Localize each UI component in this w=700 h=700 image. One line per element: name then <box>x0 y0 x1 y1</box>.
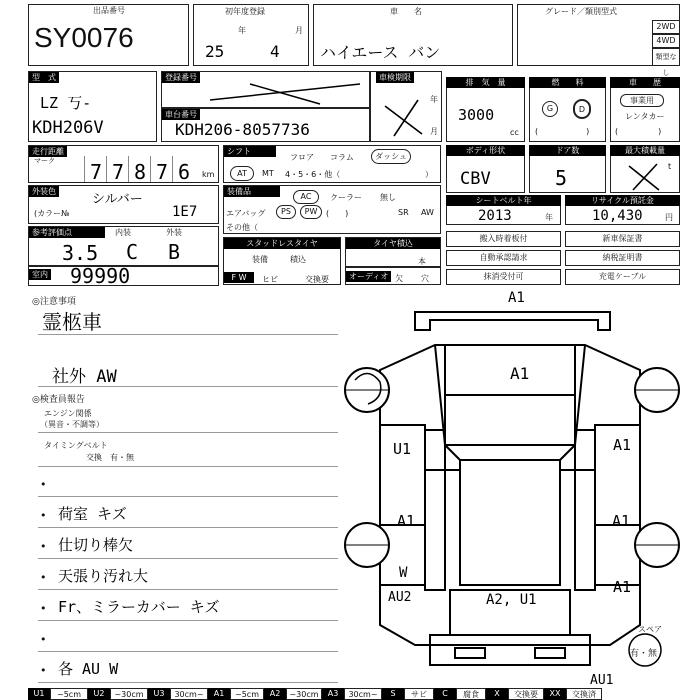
timing-label: タイミングベルト <box>44 441 108 450</box>
studless-load: 積込 <box>290 255 306 264</box>
swap-label: 交換要 <box>305 275 329 284</box>
recycle-label: リサイクル預託金 <box>565 195 680 206</box>
mark-left-au2: AU2 <box>388 590 412 605</box>
note-bullet: • <box>40 602 47 615</box>
timing-line <box>38 466 338 467</box>
body-value: CBV <box>460 169 491 189</box>
spare-value: 有・無 <box>630 649 658 659</box>
equip-none: 無し <box>380 193 396 202</box>
doors-value: 5 <box>555 166 568 190</box>
doc-3: 抹消受付可 <box>446 269 561 285</box>
audio-none: 欠 <box>395 274 403 283</box>
timing-value: 交換 有・無 <box>86 453 134 462</box>
mileage-cell-border <box>84 156 85 182</box>
mark-left-low: W <box>399 565 408 581</box>
mark-right-mid: A1 <box>612 512 631 530</box>
shift-at: AT <box>230 166 254 181</box>
shift-dash: ダッシュ <box>371 149 411 164</box>
color-code-value: 1E7 <box>172 204 198 220</box>
category-business: 事業用 <box>620 94 664 107</box>
note-bullet: • <box>40 509 47 522</box>
seatbelt-value: 2013 <box>478 208 512 224</box>
inspection-month-unit: 月 <box>430 127 438 136</box>
score-label: 参考評価点 <box>29 227 105 238</box>
legend-value: 交換要 <box>508 688 544 700</box>
color-label: 外装色 <box>29 186 59 197</box>
mileage-digit: 7 <box>156 160 169 184</box>
exterior-label: 外装 <box>166 228 182 237</box>
model-label: 型 式 <box>29 72 59 83</box>
legend-value: ~30cm <box>110 688 148 700</box>
equip-aw: AW <box>421 208 434 217</box>
doc-5: 納税証明書 <box>565 250 680 266</box>
studless-label: スタッドレスタイヤ <box>224 238 340 249</box>
legend-value: ~30cm <box>286 688 322 700</box>
note-rule <box>38 682 338 683</box>
note-rule <box>38 589 338 590</box>
equip-ps: PS <box>276 205 296 219</box>
load-strike <box>625 162 665 192</box>
note-rule <box>38 651 338 652</box>
reg-year-unit: 年 <box>238 26 246 35</box>
chassis-label: 車台番号 <box>162 109 200 120</box>
studless-swap: 装備 <box>252 255 268 264</box>
equip-airbag: エアバッグ <box>226 209 266 218</box>
note-text: 荷室 キズ <box>58 505 127 523</box>
model-value-2: KDH206V <box>32 118 104 138</box>
legend-key: A1 <box>208 688 230 700</box>
drive-2wd: 2WD <box>652 20 680 34</box>
equip-pw: PW <box>300 205 322 219</box>
reg-month-unit: 月 <box>295 26 303 35</box>
displacement-unit: cc <box>510 128 519 137</box>
legend-key: U1 <box>28 688 50 700</box>
tire-label: タイヤ積込 <box>346 238 440 249</box>
mark-right-upper: A1 <box>613 436 632 454</box>
grade-label: グレード／類別型式 <box>545 7 617 16</box>
note-text: Fr、ミラーカバー キズ <box>58 598 220 616</box>
fuel-g: G <box>542 101 558 117</box>
mark-top: A1 <box>508 290 525 306</box>
regno-strike <box>200 78 370 108</box>
mileage-digit: 7 <box>112 160 125 184</box>
regno-label: 登録番号 <box>162 72 200 83</box>
note-text: 仕切り棒欠 <box>58 536 134 554</box>
tire-count-unit: 本 <box>418 257 426 266</box>
body-label: ボディ形状 <box>446 145 525 156</box>
shift-label: シフト <box>224 146 276 157</box>
note-text: 天張り汚れ大 <box>58 567 149 585</box>
fw-label: F W <box>224 272 254 283</box>
doc-1: 搬入時着板付 <box>446 231 561 247</box>
mileage-label: 走行距離 <box>29 146 67 157</box>
equip-sr: SR <box>398 208 409 217</box>
load-unit: t <box>668 162 672 171</box>
interior-label: 内装 <box>115 228 131 237</box>
legend-value: 交換済 <box>566 688 602 700</box>
score-value: 3.5 <box>62 241 99 265</box>
reg-month-value: 4 <box>270 42 280 61</box>
mileage-cell-border <box>128 156 129 182</box>
note-rule <box>38 558 338 559</box>
mark-right-low: A1 <box>613 578 632 596</box>
audio-hole: 穴 <box>421 274 429 283</box>
load-label: 最大積載量 <box>610 145 680 156</box>
legend-key: A2 <box>264 688 286 700</box>
spare-label: スペア <box>638 625 662 634</box>
legend-value: 30cm~ <box>170 688 208 700</box>
recycle-unit: 円 <box>665 213 673 222</box>
legend-key: XX <box>544 688 566 700</box>
notice-line-1 <box>38 334 338 335</box>
registration-label: 初年度登録 <box>225 7 265 16</box>
equip-paren: ( ) <box>326 209 349 218</box>
legend-key: U3 <box>148 688 170 700</box>
vehicle-diagram <box>340 290 685 685</box>
doc-4: 新車保証書 <box>565 231 680 247</box>
category-label: 車 歴 <box>610 77 680 88</box>
mileage-cell-border <box>172 156 173 182</box>
equip-other: その他（ <box>226 223 258 232</box>
note-bullet: • <box>40 540 47 553</box>
fuel-paren: ( ) <box>535 127 590 136</box>
fuel-d: D <box>573 99 591 119</box>
mileage-unit: km <box>202 170 215 179</box>
audio-label: オーディオ <box>346 271 391 282</box>
note-rule <box>38 620 338 621</box>
mark-roof: A1 <box>510 364 530 383</box>
legend-key: X <box>486 688 508 700</box>
color-code-label: (カラー№ <box>34 209 70 218</box>
color-value: シルバー <box>92 192 143 207</box>
mark-rear: A2, U1 <box>486 592 537 608</box>
legend-value: 腐食 <box>456 688 486 700</box>
engine-label: エンジン関係 <box>44 409 92 418</box>
mileage-digit: 8 <box>134 160 147 184</box>
equip-ac: AC <box>293 190 319 204</box>
model-value-1: LZ 丂- <box>40 94 92 112</box>
lot-number: SY0076 <box>34 22 134 53</box>
equip-cooler: クーラー <box>330 193 362 202</box>
mileage-digit: 6 <box>178 160 191 184</box>
mark-left-upper: U1 <box>393 440 412 458</box>
doc-6: 充電ケーブル <box>565 269 680 285</box>
doc-2: 自動承認請求 <box>446 250 561 266</box>
report-label: ◎検査員報告 <box>32 395 85 405</box>
note-bullet: • <box>40 633 47 646</box>
drive-4wd: 4WD <box>652 34 680 48</box>
category-paren: ( ) <box>615 127 662 136</box>
engine-sub: （異音・不調等） <box>40 420 104 429</box>
fuel-label: 燃 料 <box>529 77 606 88</box>
mileage-cell-border <box>150 156 151 182</box>
lot-label: 出品番号 <box>93 6 125 15</box>
note-bullet: • <box>40 478 47 491</box>
shift-mt: MT <box>262 169 274 178</box>
room-value: 99990 <box>70 264 131 288</box>
note-bullet: • <box>40 571 47 584</box>
notice-line-2 <box>38 386 338 387</box>
equip-label: 装備品 <box>224 186 280 197</box>
seatbelt-unit: 年 <box>545 213 553 222</box>
doors-label: ドア数 <box>529 145 606 156</box>
legend-value: ~5cm <box>230 688 264 700</box>
drive-none: 類型なし <box>652 48 680 66</box>
seatbelt-label: シートベルト年 <box>446 195 561 206</box>
mark-bottom: AU1 <box>590 673 614 688</box>
notice-text-2: 社外 AW <box>52 367 117 387</box>
mileage-digit: 7 <box>90 160 103 184</box>
category-rental: レンタカー <box>625 112 665 121</box>
notice-label: ◎注意事項 <box>32 297 76 307</box>
legend-key: A3 <box>322 688 344 700</box>
mileage-cell-border <box>106 156 107 182</box>
interior-value: C <box>126 240 139 264</box>
mark-left-mid: A1 <box>397 512 416 530</box>
shift-column: コラム <box>330 153 354 162</box>
shift-nums: 4・5・6・他（ <box>285 170 341 179</box>
legend-key: C <box>434 688 456 700</box>
engine-line <box>38 432 338 433</box>
note-rule <box>38 496 338 497</box>
mileage-mark: マーク <box>34 157 55 165</box>
shift-close: ） <box>425 170 433 179</box>
inspection-year-unit: 年 <box>430 95 438 104</box>
hibi-label: ヒビ <box>262 275 278 284</box>
legend-key: S <box>382 688 404 700</box>
note-bullet: • <box>40 664 47 677</box>
displacement-label: 排 気 量 <box>446 77 525 88</box>
legend-value: サビ <box>404 688 434 700</box>
note-text: 各 AU W <box>58 660 119 678</box>
legend-value: 30cm~ <box>344 688 382 700</box>
notice-text: 霊柩車 <box>42 310 102 334</box>
shift-floor: フロア <box>290 153 314 162</box>
inspection-strike <box>380 96 430 138</box>
inspection-label: 車検期限 <box>376 72 414 83</box>
chassis-value: KDH206-8057736 <box>175 120 310 139</box>
recycle-value: 10,430 <box>592 208 643 224</box>
name-value: ハイエース バン <box>320 43 441 62</box>
room-label: 室内 <box>29 269 51 280</box>
displacement-value: 3000 <box>458 106 495 124</box>
legend-key: U2 <box>88 688 110 700</box>
name-label: 車 名 <box>390 7 422 16</box>
legend-value: ~5cm <box>50 688 88 700</box>
note-rule <box>38 527 338 528</box>
reg-year-value: 25 <box>205 42 225 61</box>
exterior-value: B <box>168 240 181 264</box>
